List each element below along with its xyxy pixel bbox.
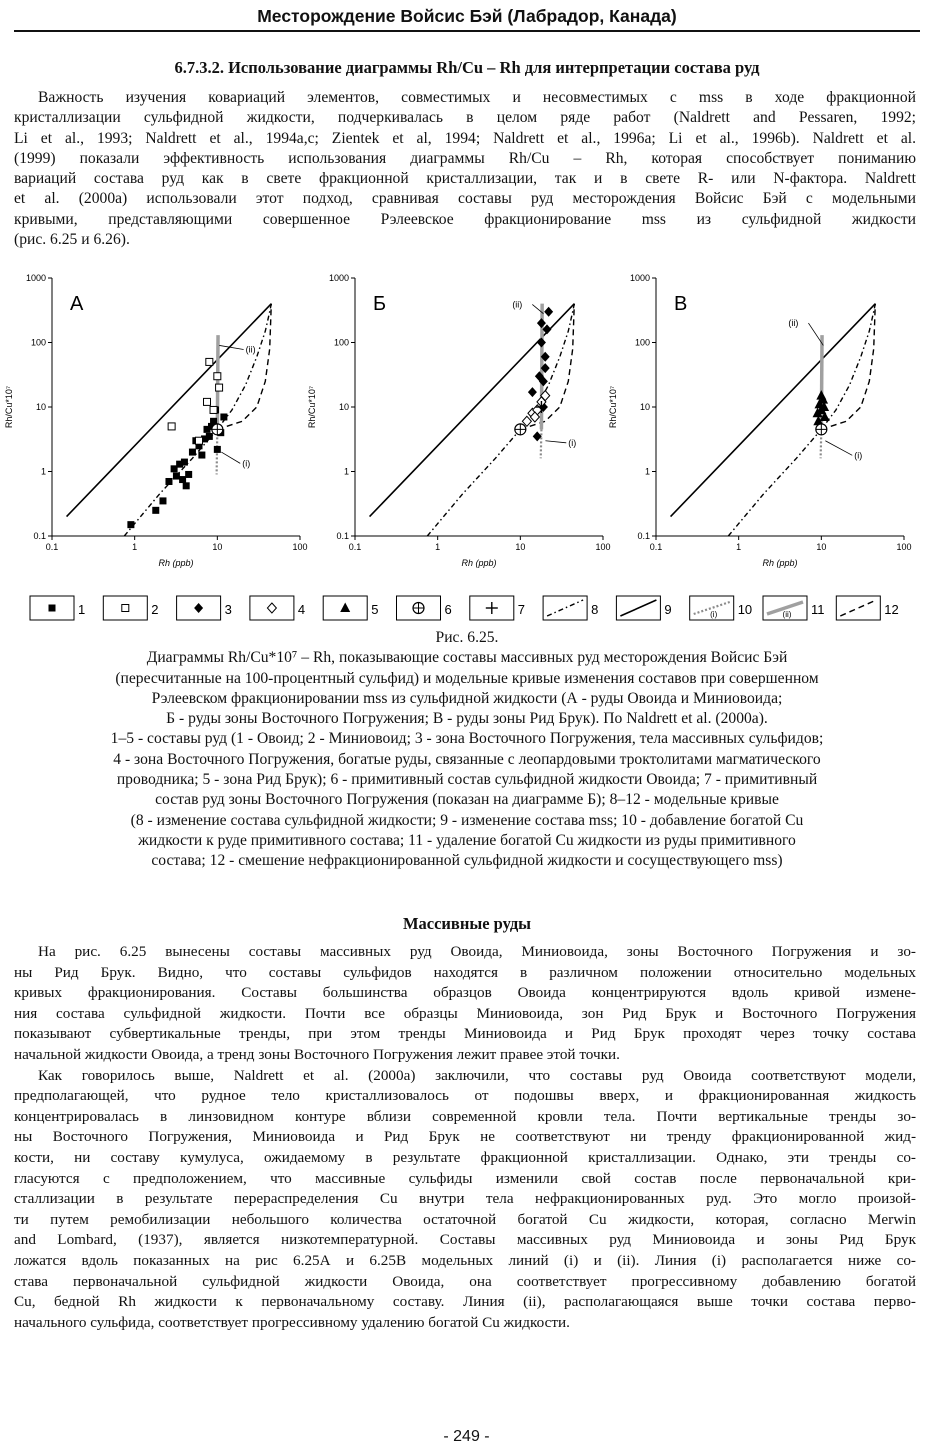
y-axis-label: Rh/Cu*10⁷ [4,385,14,429]
text-line: става первоначальной сульфидной жидкости Овоида, она соответствует прогрессивному добавлению богатой [14,1272,916,1290]
data-point [210,406,217,413]
legend-label-ii: (ii) [782,610,792,619]
mss-curve-line [671,304,876,517]
legend-item [616,596,671,620]
legend-item [763,596,825,620]
figure-6-25-charts [0,268,933,578]
legend-number: 6 [444,602,452,617]
y-tick-label: 100 [634,337,650,348]
legend-number: 4 [297,602,306,617]
x-tick-label: 10 [212,542,223,552]
chart-panel [4,273,308,568]
text-line: начального сульфида, соответствует прогрессивному удалению богатой Cu жидкости. [14,1313,570,1331]
x-tick-label: 10 [816,542,827,552]
text-line: гласуются с предположением, что массивные сульфиды изменили свой состав после первоначальной кри- [14,1169,916,1187]
data-point [49,605,56,612]
data-point [198,452,205,459]
x-axis-label: Rh (ppb) [461,558,497,568]
label-i-leader [825,441,852,456]
liquid-curve-line [124,304,271,536]
chart-panel [608,273,912,568]
x-tick-label: 100 [896,542,912,552]
data-point [122,605,129,612]
data-point [185,471,192,478]
panel-letter: А [70,293,84,315]
text-line: На рис. 6.25 вынесены составы массивных руд Овоида, Миниовоида, зоны Восточного Погружения и зо- [38,943,916,960]
text-line: предполагающей, что рудное тело кристаллизовалось от подошвы вверх, и фракционированная жидкость [14,1087,916,1105]
y-tick-label: 1000 [25,273,46,283]
x-tick-label: 0.1 [649,542,663,552]
body-paragraphs [14,942,916,1333]
y-tick-label: 10 [35,402,46,412]
subsection-heading: Массивные руды [402,914,532,933]
mixing-curve-line [821,304,875,430]
data-point [528,387,537,397]
caption-line: 1–5 - составы руд (1 - Овоид; 2 - Миниовоид; 3 - зона Восточного Погружения, тела массивных сульфидов; [110,730,824,748]
x-tick-label: 0.1 [45,542,59,552]
data-point [165,478,172,485]
label-ii: (ii) [788,318,799,329]
y-tick-label: 1 [40,466,46,477]
legend-item [250,596,305,620]
label-i-leader [221,452,240,463]
section-heading: 6.7.3.2. Использование диаграммы Rh/Cu – Rh для интерпретации состава руд [174,58,760,77]
data-point [206,358,213,365]
y-tick-label: 1000 [328,273,349,283]
running-header-title: Месторождение Войсис Бэй (Лабрадор, Канада) [257,6,677,26]
y-tick-label: 1000 [629,273,650,283]
legend-item [836,596,898,620]
running-header [14,4,920,32]
liquid-curve-line [427,304,577,536]
data-point [220,413,227,420]
text-line: et al. (2000a) использовали этот подход, сравнивая составы руд месторождения Войсис Бэй с модельными [14,190,916,208]
caption-line: Диаграммы Rh/Cu*10⁷ – Rh, показывающие составы массивных руд месторождения Войсис Бэй [146,649,788,667]
caption-line: проводника; 5 - зона Рид Брук); 6 - примитивный состав сульфидной жидкости Овоида; 7 - примитивный [116,771,818,789]
legend-number: 11 [811,602,825,617]
text-line: сталлизации в результате перераспределения Cu внутри тела нефракционированных руд. Это могло произой- [14,1190,916,1208]
data-point [216,384,223,391]
text-line: ны Восточного Погружения, Миниовоида и Рид Брук не соответствуют ни тренду фракционированной жид- [14,1128,916,1146]
label-i: (i) [242,458,251,469]
text-line: кривых фракционирования. Составы большинства образцов Овоида концентрируются вдоль кривой измене- [14,984,916,1002]
x-tick-label: 1 [435,542,441,552]
data-point [537,318,546,328]
intro-paragraph [14,88,916,250]
legend-box [543,596,587,620]
data-point [173,473,180,480]
legend-item [690,596,752,620]
data-point [204,398,211,405]
legend-number: 1 [78,602,86,617]
x-tick-label: 0.1 [348,542,362,552]
data-point [189,449,196,456]
y-tick-label: 100 [30,337,46,348]
legend-number: 3 [224,602,232,617]
label-ii: (ii) [512,299,523,310]
data-point [544,307,553,317]
legend-label-i: (i) [710,610,718,619]
text-line: кристаллизации сульфидной жидкости, подчеркивалась в целом ряде работ (Naldrett and Pessaren, 1992; [14,109,916,127]
liquid-curve-line [728,304,875,536]
data-point [152,507,159,514]
caption-line: 4 - зона Восточного Погружения, богатые руды, связанные с леопардовыми троктолитами магматического [113,750,821,768]
text-line: Как говорилось выше, Naldrett et al. (2000a) заключили, что составы руд Овоида соответствуют модели, [38,1066,916,1084]
text-line: кривыми, представляющими совершенное Рэлеевское фракционирование mss из сульфидной жидкости [14,210,916,228]
caption-line: (8 - изменение состава сульфидной жидкости; 9 - изменение состава mss; 10 - добавление богатой Cu [130,811,804,829]
y-tick-label: 0.1 [33,531,46,541]
data-point [181,459,188,466]
legend-number: 8 [591,602,599,617]
data-point [206,433,213,440]
data-point [127,521,134,528]
y-axis-label: Rh/Cu*10⁷ [307,385,317,429]
label-i-leader [545,441,566,443]
caption-line: Рэлеевском фракционировании mss из сульфидной жидкости (А - руды Овоида и Миниовоида; [151,689,783,707]
text-line: Li et al., 1993; Naldrett et al., 1994a,c; Zientek et al, 1994; Naldrett et al., 1996a; Li et al., 1996b). Naldrett et al. [14,129,916,147]
label-i: (i) [854,450,863,461]
legend-item [543,596,598,620]
data-point [537,338,546,348]
text-line: начальной жидкости Овоида, а тренд зоны Восточного Погружения лежит правее этой точки. [14,1045,620,1063]
label-i: (i) [568,437,577,448]
text-line: ния состава сульфидной жидкости. Почти все образцы Миниовоида, зон Рид Брук и Восточного Погружения [14,1004,916,1022]
legend-number: 7 [517,602,526,617]
y-tick-label: 0.1 [637,531,650,541]
trend-line-i [541,429,542,458]
data-point [168,423,175,430]
x-tick-label: 1 [132,542,138,552]
legend-item [177,596,232,620]
text-line: Важность изучения ковариаций элементов, совместимых и несовместимых с mss в ходе фракционной [38,89,916,106]
text-line: and Lombard, (1937), является низкотемпературной. Составы массивных руд Миниовоида и зоны Рид Брук [14,1231,916,1249]
label-ii-leader [808,323,823,345]
label-ii: (ii) [245,344,256,355]
y-axis-label: Rh/Cu*10⁷ [608,385,618,429]
legend-box [836,596,880,620]
x-tick-label: 1 [736,542,742,552]
legend-item [470,596,525,620]
text-line: (1999) показали эффективность использования диаграммы Rh/Cu – Rh, которая способствует пониманию [14,149,916,167]
x-axis-label: Rh (ppb) [762,558,798,568]
y-tick-label: 10 [639,402,650,412]
y-tick-label: 0.1 [336,531,349,541]
figure-legend [28,592,908,624]
panel-letter: В [674,293,688,315]
data-point [183,482,190,489]
y-tick-label: 10 [338,402,349,412]
data-point [179,476,186,483]
y-tick-label: 1 [644,466,650,477]
caption-line: (пересчитанные на 100-процентный сульфид) и модельные кривые изменения составов при совершенном [115,669,819,687]
panel-letter: Б [373,293,387,315]
data-point [214,446,221,453]
chart-panel [307,273,611,568]
legend-number: 5 [371,602,379,617]
legend-item [323,596,378,620]
text-line: кости, ни составу кумулуса, ожидаемому в результате фракционной кристаллизации. Однако, эти тренды со- [14,1148,916,1166]
legend-item [30,596,85,620]
data-point [195,437,202,444]
data-point [159,497,166,504]
text-line: ложатся вдоль показанных на рис 6.25А и 6.25В модельных линий (i) и (ii). Линия (i) располагается ниже со- [14,1251,916,1269]
y-tick-label: 1 [343,466,349,477]
page-number: - 249 - [443,1428,490,1445]
y-tick-label: 100 [333,337,349,348]
text-line: концентрировалась в линзовидном контуре вблизи современной кровли тела. Почти вертикальные тренды зо- [14,1107,916,1125]
legend-number: 12 [884,602,899,617]
data-point [816,390,826,400]
text-line: показывают субвертикальные тренды, при этом тренды Миниовоида и Рид Брук проходят через точку состава [14,1025,916,1043]
legend-number: 2 [151,602,159,617]
data-point [214,373,221,380]
legend-item [397,596,452,620]
x-tick-label: 100 [292,542,308,552]
text-line: ны Рид Брук. Видно, что составы сульфидов находятся в различном положении относительно модельных [14,963,916,981]
data-point [533,431,542,441]
x-tick-label: 100 [595,542,611,552]
text-line: вариаций состава руд как в свете фракционной кристаллизации, так и в свете R- или N-фактора. Naldrett [14,170,916,188]
caption-line: состав руд зоны Восточного Погружения (показан на диаграмме Б); 8–12 - модельные кривые [155,791,779,809]
caption-line: жидкости к руде примитивного состава; 11 - удаление богатой Cu жидкости из руды примитивного [138,831,796,849]
x-tick-label: 10 [515,542,526,552]
legend-number: 9 [664,602,672,617]
legend-number: 10 [737,602,753,617]
figure-caption [14,628,920,872]
caption-line: состава; 12 - смешение нефракционированной сульфидной жидкости и сосуществующего mss) [151,852,783,870]
mixing-curve-line [217,304,271,430]
text-line: (рис. 6.25 и 6.26). [14,231,130,249]
trend-line-ii [217,335,218,429]
legend-item [103,596,158,620]
x-axis-label: Rh (ppb) [158,558,194,568]
text-line: ти путем ремобилизации небольшого количества остаточной богатой Cu жидкости, которая, согласно Merwin [14,1210,916,1228]
text-line: Cu, бедной Rh жидкости к первоначальному составу. Линия (ii), располагающаяся выше точки состава перво- [14,1293,916,1311]
caption-line: Б - руды зоны Восточного Погружения; В - руды зоны Рид Брук). По Naldrett et al. (2000a). [166,710,768,728]
data-point [542,324,551,334]
caption-line: Рис. 6.25. [435,629,499,646]
